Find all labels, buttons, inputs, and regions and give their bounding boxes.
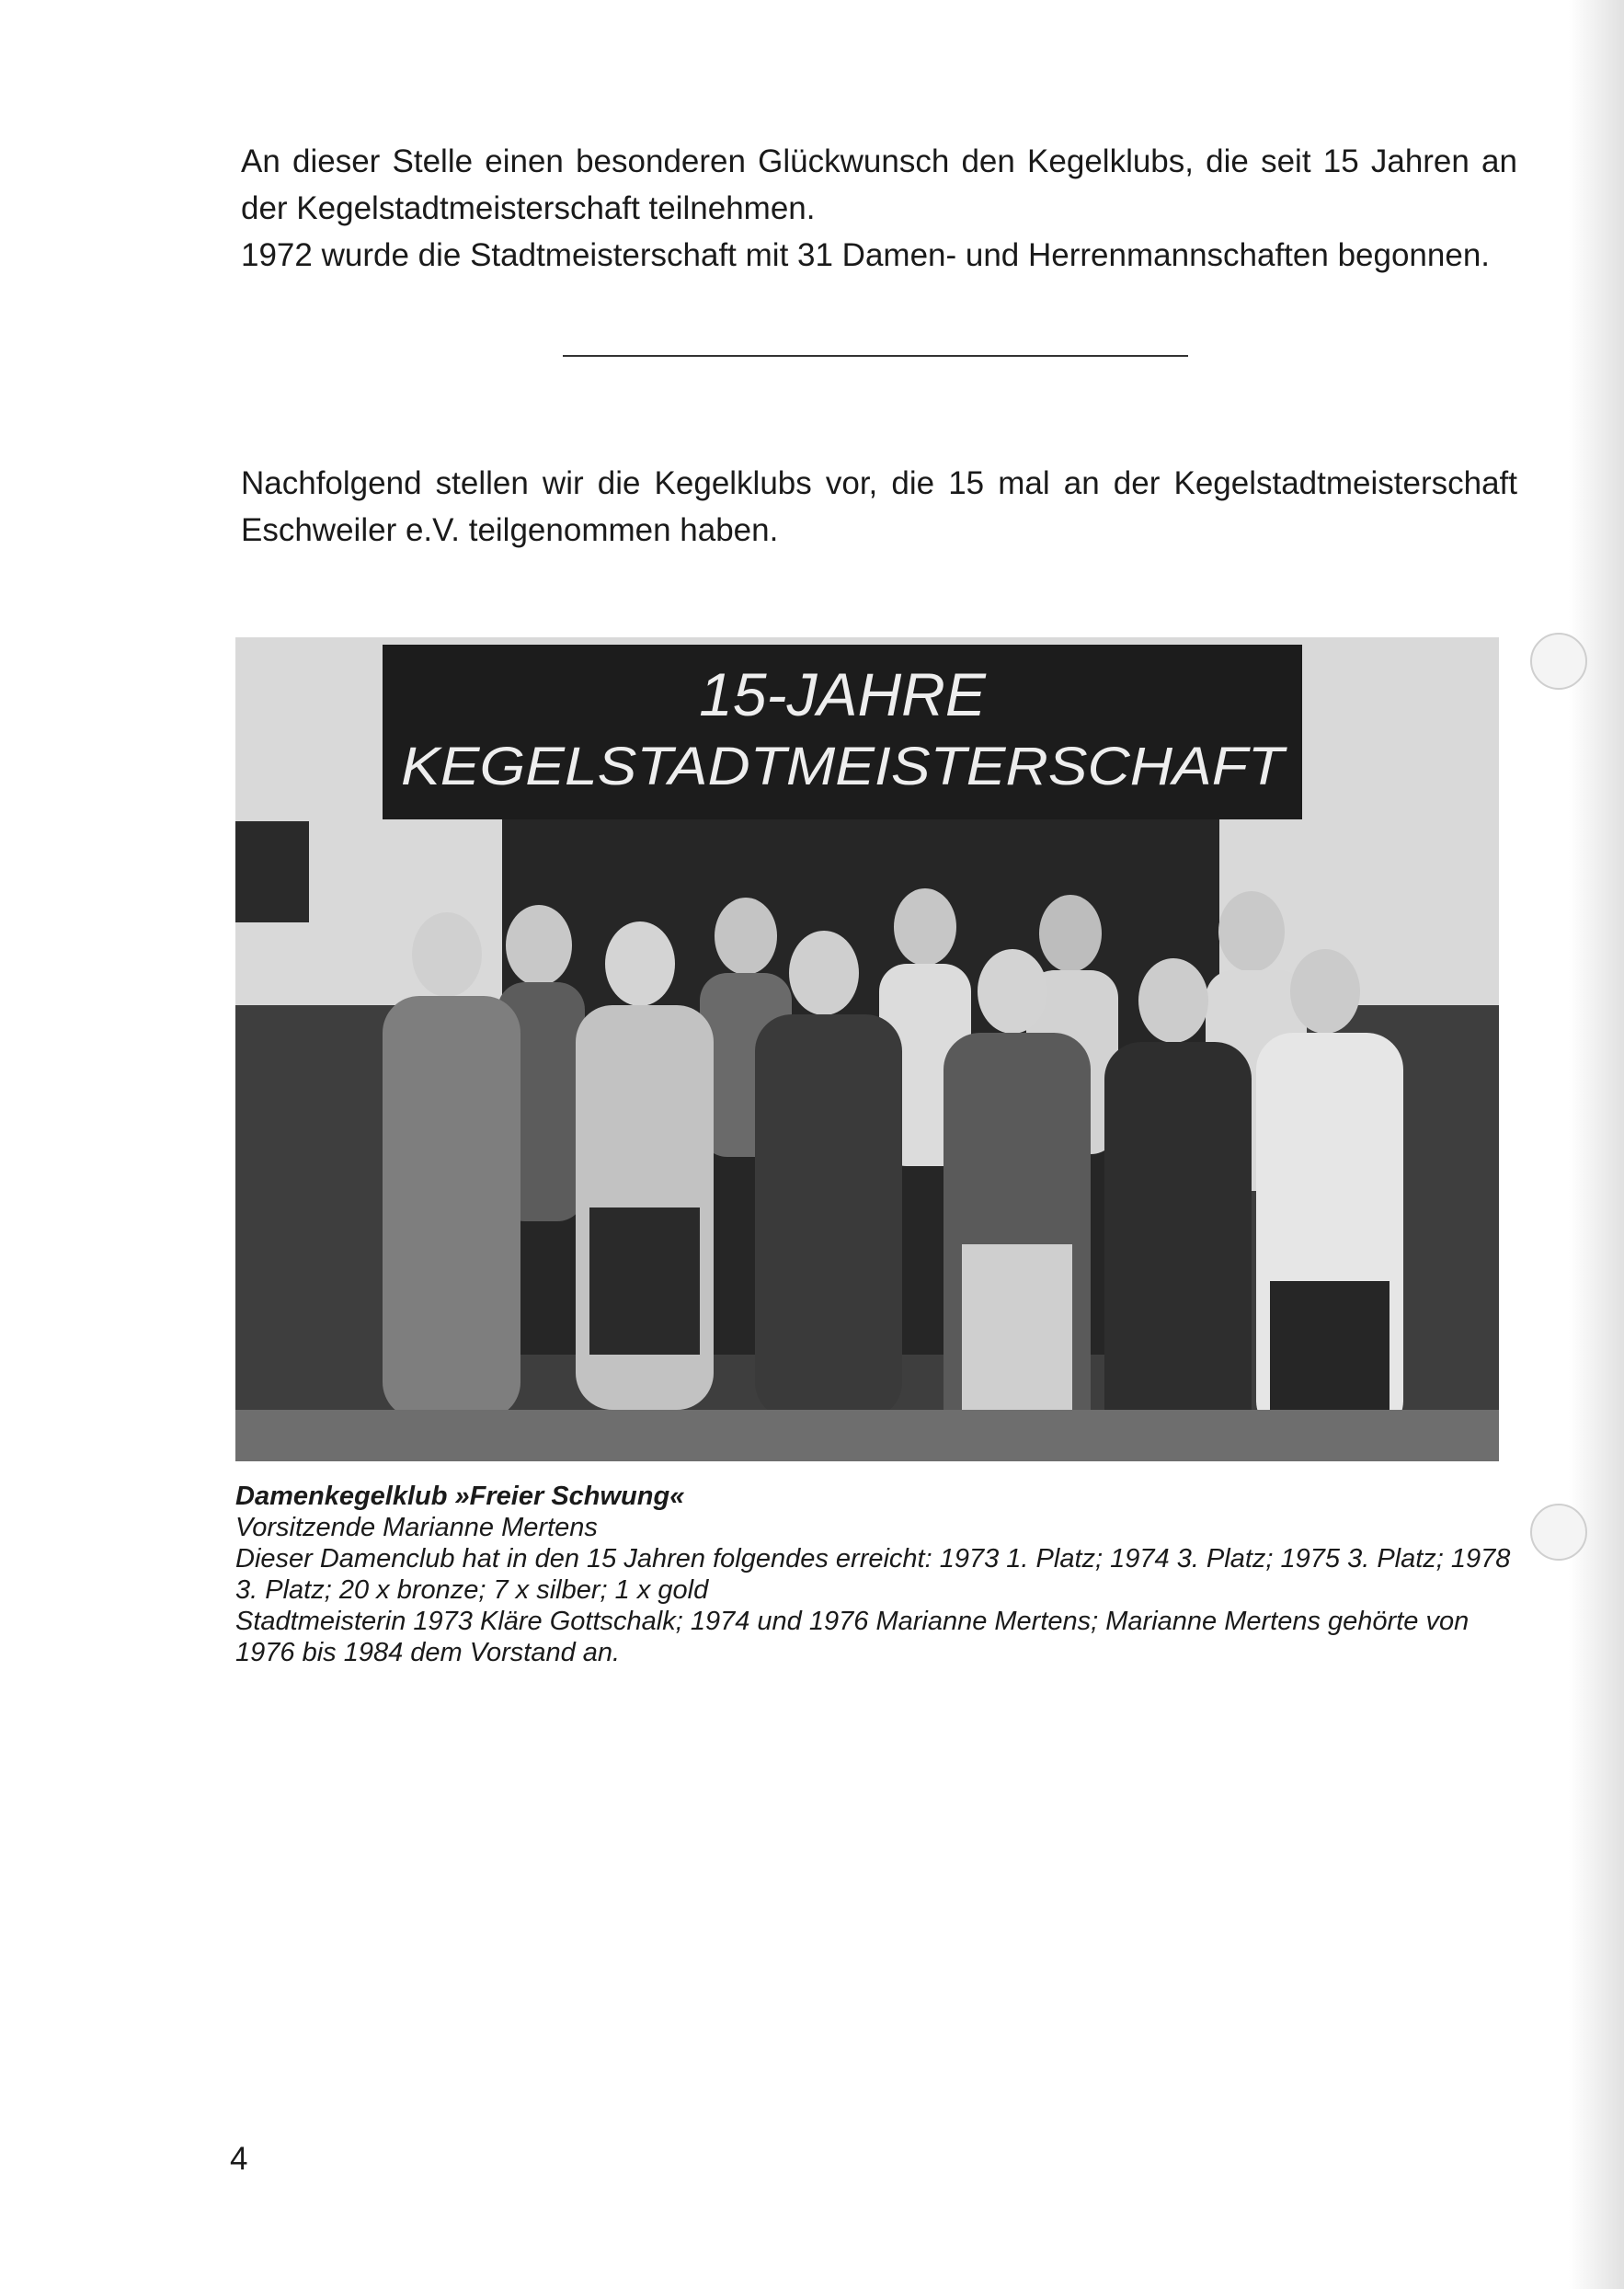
wall-picture	[235, 821, 309, 922]
photo-caption	[235, 1481, 1514, 1668]
binder-hole-bottom	[1530, 1504, 1587, 1561]
intro-paragraph-3: Nachfolgend stellen wir die Kegelklubs vor, die 15 mal an der Kegelstadtmeisterschaft Eschweiler e.V. teilgenommen haben.	[241, 465, 1517, 548]
horizontal-rule	[563, 355, 1188, 357]
caption-achievements: Dieser Damenclub hat in den 15 Jahren folgendes erreicht: 1973 1. Platz; 1974 3. Platz; 1975 3. Platz; 1978 3. Platz; 20 x bronze; 7 x silber; 1 x gold	[235, 1544, 1511, 1605]
caption-champions: Stadtmeisterin 1973 Kläre Gottschalk; 1974 und 1976 Marianne Mertens; Marianne Mertens gehörte von 1976 bis 1984 dem Vorstand an.	[235, 1607, 1470, 1667]
banner-line-1: 15-JAHRE	[699, 660, 986, 728]
binder-hole-top	[1530, 633, 1587, 690]
banner-line-2: KEGELSTADTMEISTERSCHAFT	[401, 737, 1287, 796]
caption-title: Damenkegelklub »Freier Schwung«	[235, 1482, 685, 1511]
intro-paragraph-2: 1972 wurde die Stadtmeisterschaft mit 31 Damen- und Herrenmannschaften begonnen.	[241, 237, 1491, 273]
intro-paragraph-1: An dieser Stelle einen besonderen Glückwunsch den Kegelklubs, die seit 15 Jahren an der Kegelstadtmeisterschaft teilnehmen.	[241, 143, 1517, 226]
page-edge-shadow	[1569, 0, 1624, 2289]
page-number: 4	[230, 2141, 248, 2177]
caption-chair: Vorsitzende Marianne Mertens	[235, 1513, 598, 1542]
group-photo	[235, 637, 1499, 1461]
group-photo-illustration	[235, 637, 1499, 1461]
